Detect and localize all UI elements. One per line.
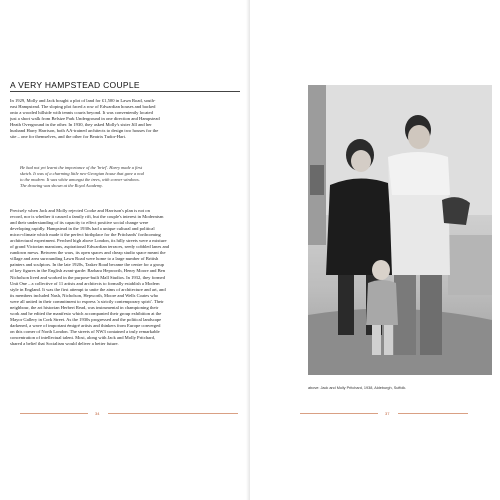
text-line: record, nor is whether it caused a family rift, but the couple's interest in Modernism: [10, 214, 164, 220]
title-rule: [10, 91, 240, 92]
text-line: husband Harry Harrison, both AA-trained architects to design two houses for the: [10, 128, 159, 134]
text-line: Mayor Gallery in Cork Street. As the 1930s progressed and the political landscape: [10, 316, 162, 322]
text-line: east Hampstead. The sloping plot faced a row of Edwardian houses and backed: [10, 104, 156, 110]
text-line: on this corner of North London. The streets of NW3 contained a truly remarkable: [10, 328, 160, 334]
text-line: Unit One – a collective of 11 artists and architects to formally establish a Modern: [10, 280, 160, 286]
photo-caption: above: Jack and Molly Pritchard, 1938, Aldeburgh, Suffolk.: [308, 386, 407, 390]
photograph-illustration: [308, 85, 492, 375]
text-line: just a short walk from Belsize Park Underground in one direction and Hampstead: [10, 116, 160, 122]
text-line: architectural experiment. Perched high above London, its hilly streets were a mixture: [10, 238, 167, 244]
text-line: and their understanding of its capacity to effect positive social change were: [10, 220, 149, 226]
text-line: style in England. It was the first attempt to unite the aims of architecture and art, and: [10, 286, 166, 292]
quote-line: The drawing was shown at the Royal Academy.: [20, 183, 103, 189]
text-line: its members included Nash, Nicholson, Hepworth, Moore and Wells Coates who: [10, 292, 159, 298]
text-line: rundown mews. Between the wars, its open spaces and cheap studio space meant the: [10, 250, 166, 256]
text-line: site – one for themselves, and the other for Beatrix Tudor-Hart.: [10, 134, 127, 140]
quote-line: He had not yet learnt the importance of the 'brief'. Harry made a first: [20, 165, 143, 170]
text-line: of grand Victorian mansions, aspirational Edwardian terraces, seedy cobbled lanes and: [10, 244, 170, 250]
text-line: Nicholson lived and worked in the purpose-built Mall Studios. In 1932, they formed: [10, 274, 165, 280]
text-line: Heath Overground in the other. In 1930, they asked Molly's sister Jill and her: [10, 122, 152, 128]
chapter-title: A VERY HAMPSTEAD COUPLE: [10, 80, 140, 90]
text-line: of key figures in the English avant-garde: Barbara Hepworth, Henry Moore and Ben: [10, 268, 165, 274]
text-line: neighbour, the art historian Herbert Read, was instrumental in championing their: [10, 304, 159, 310]
text-line: darkened, a wave of important émigré artists and thinkers from Europe converged: [10, 322, 161, 328]
text-line: work and he edited the manifesto which accompanied their group exhibition at the: [10, 310, 162, 316]
folio-rule-right: [300, 413, 378, 414]
text-line: developing rapidly. Hampstead in the 1930s had a unique cultural and political: [10, 226, 155, 232]
text-line: were all united in their commitment to express 'a strictly contemporary spirit'. Their: [10, 298, 164, 304]
text-line: painters and sculptors. In the late 1920s, Tasker Road became the centre for a group: [10, 262, 164, 268]
page-number-left: 34: [95, 411, 100, 416]
text-line: shared a belief that Socialism would deliver a better future.: [10, 341, 119, 347]
text-line: Precisely when Jack and Molly rejected Cooke and Harrison's plan is not on: [10, 208, 150, 213]
folio-rule-left-2: [108, 413, 238, 414]
page-number-right: 37: [385, 411, 390, 416]
text-line: micro-climate which made it the perfect birthplace for the Pritchards' forthcoming: [10, 232, 161, 238]
text-line: concentration of intellectual talent. Most, along with Jack and Molly Pritchard,: [10, 334, 156, 340]
quote-line: to the modern. It was white amongst the trees, with corner windows.: [20, 177, 140, 183]
paragraph-2: [10, 208, 242, 347]
block-quote: [20, 165, 235, 189]
folio-rule-right-2: [398, 413, 468, 414]
text-line: village and area surrounding Lawn Road were home to a large number of British: [10, 256, 159, 262]
folio-rule-left: [20, 413, 88, 414]
text-line: In 1929, Molly and Jack bought a plot of land for £1,500 in Lawn Road, south-: [10, 98, 156, 103]
quote-line: sketch. It was of a charming little neo-Georgian house that gave a nod: [20, 171, 144, 177]
family-photograph: [308, 85, 492, 375]
paragraph-1: [10, 98, 242, 140]
text-line: onto a wooded hillside with tennis courts beyond. It was conveniently located: [10, 110, 153, 116]
